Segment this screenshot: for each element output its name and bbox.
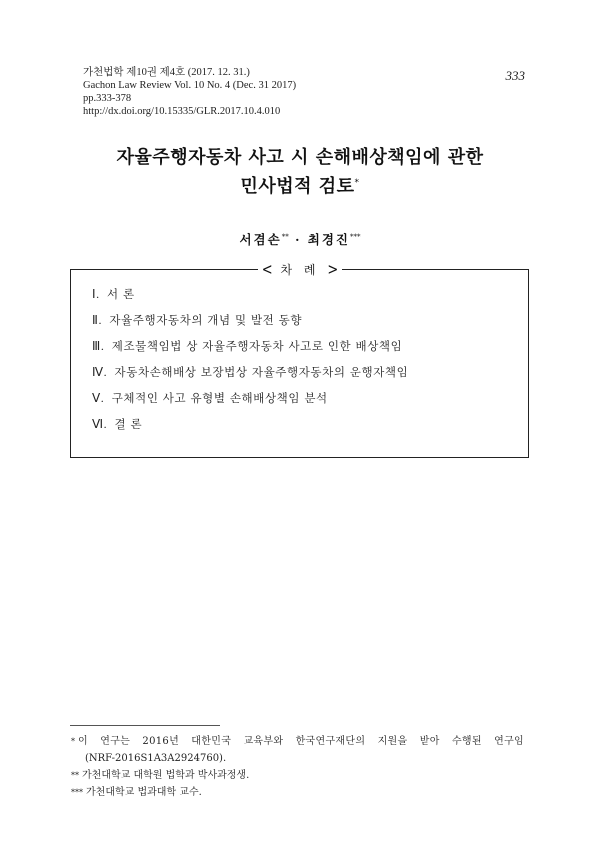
paper-title-line2	[0, 172, 600, 198]
author-2-name: 최경진	[307, 232, 351, 247]
toc-item-text: 자율주행자동차의 개념 및 발전 동향	[109, 313, 303, 327]
paper-title-line1	[0, 143, 600, 169]
page-range: pp.333-378	[83, 93, 132, 104]
title-footnote-mark[interactable]: *	[354, 178, 360, 188]
chevron-right-icon: >	[327, 261, 339, 280]
toc-item[interactable]	[92, 313, 408, 339]
toc-item-number: Ⅵ.	[92, 417, 108, 431]
footnotes	[71, 733, 531, 801]
footnote-3-text: 가천대학교 법과대학 교수.	[86, 787, 202, 798]
footnote-1-grant-number: (NRF-2016S1A3A2924760).	[85, 753, 227, 764]
title-text-line1: 자율주행자동차 사고 시 손해배상책임에 관한	[116, 147, 484, 168]
toc-item-text: 서 론	[107, 287, 135, 301]
toc-item-text: 결 론	[114, 417, 143, 431]
author-separator: ·	[295, 232, 302, 247]
author-1-footnote-mark[interactable]: **	[281, 232, 289, 241]
chevron-left-icon: <	[261, 261, 273, 280]
footnote-2-mark: **	[71, 771, 79, 780]
toc-item-number: Ⅱ.	[92, 313, 103, 327]
toc-caption-text: 차 례	[280, 263, 320, 277]
toc-item-text: 제조물책임법 상 자율주행자동차 사고로 인한 배상책임	[111, 339, 403, 353]
title-text-line2: 민사법적 검토	[240, 176, 355, 197]
toc-item-text: 구체적인 사고 유형별 손해배상책임 분석	[111, 391, 328, 405]
page-number: 333	[505, 68, 525, 83]
toc-item[interactable]	[92, 365, 408, 391]
journal-issue-en: Gachon Law Review Vol. 10 No. 4 (Dec. 31 2017)	[83, 80, 297, 91]
journal-header	[83, 66, 296, 118]
doi-link[interactable]: http://dx.doi.org/10.15335/GLR.2017.10.4.010	[83, 106, 281, 117]
footnote-3	[71, 784, 531, 801]
footnote-1-text: 이 연구는 2016년 대한민국 교육부와 한국연구재단의 지원을 받아 수행된 연구임	[78, 736, 524, 747]
author-2-footnote-mark[interactable]: ***	[350, 232, 361, 241]
footnote-1	[71, 733, 531, 750]
toc-item[interactable]	[92, 417, 408, 443]
journal-issue-ko: 가천법학 제10권 제4호 (2017. 12. 31.)	[83, 67, 250, 78]
toc-caption	[0, 259, 600, 278]
toc-item-text: 자동차손해배상 보장법상 자율주행자동차의 운행자책임	[114, 365, 409, 379]
toc-item[interactable]	[92, 287, 408, 313]
toc-item-number: Ⅴ.	[92, 391, 105, 405]
footnote-1-mark: *	[71, 737, 75, 746]
toc-item-number: Ⅳ.	[92, 365, 108, 379]
toc-item-number: Ⅰ.	[92, 287, 100, 301]
toc-caption-wrap	[258, 261, 342, 278]
footnote-3-mark: ***	[71, 788, 83, 797]
footnote-2-text: 가천대학교 대학원 법학과 박사과정생.	[82, 770, 250, 781]
toc-item[interactable]	[92, 339, 408, 365]
author-line	[0, 230, 600, 248]
author-1-name: 서겸손	[239, 232, 282, 247]
toc-item-number: Ⅲ.	[92, 339, 105, 353]
toc-list	[92, 287, 408, 443]
footnote-divider	[70, 725, 220, 726]
toc-item[interactable]	[92, 391, 408, 417]
footnote-2	[71, 767, 531, 784]
